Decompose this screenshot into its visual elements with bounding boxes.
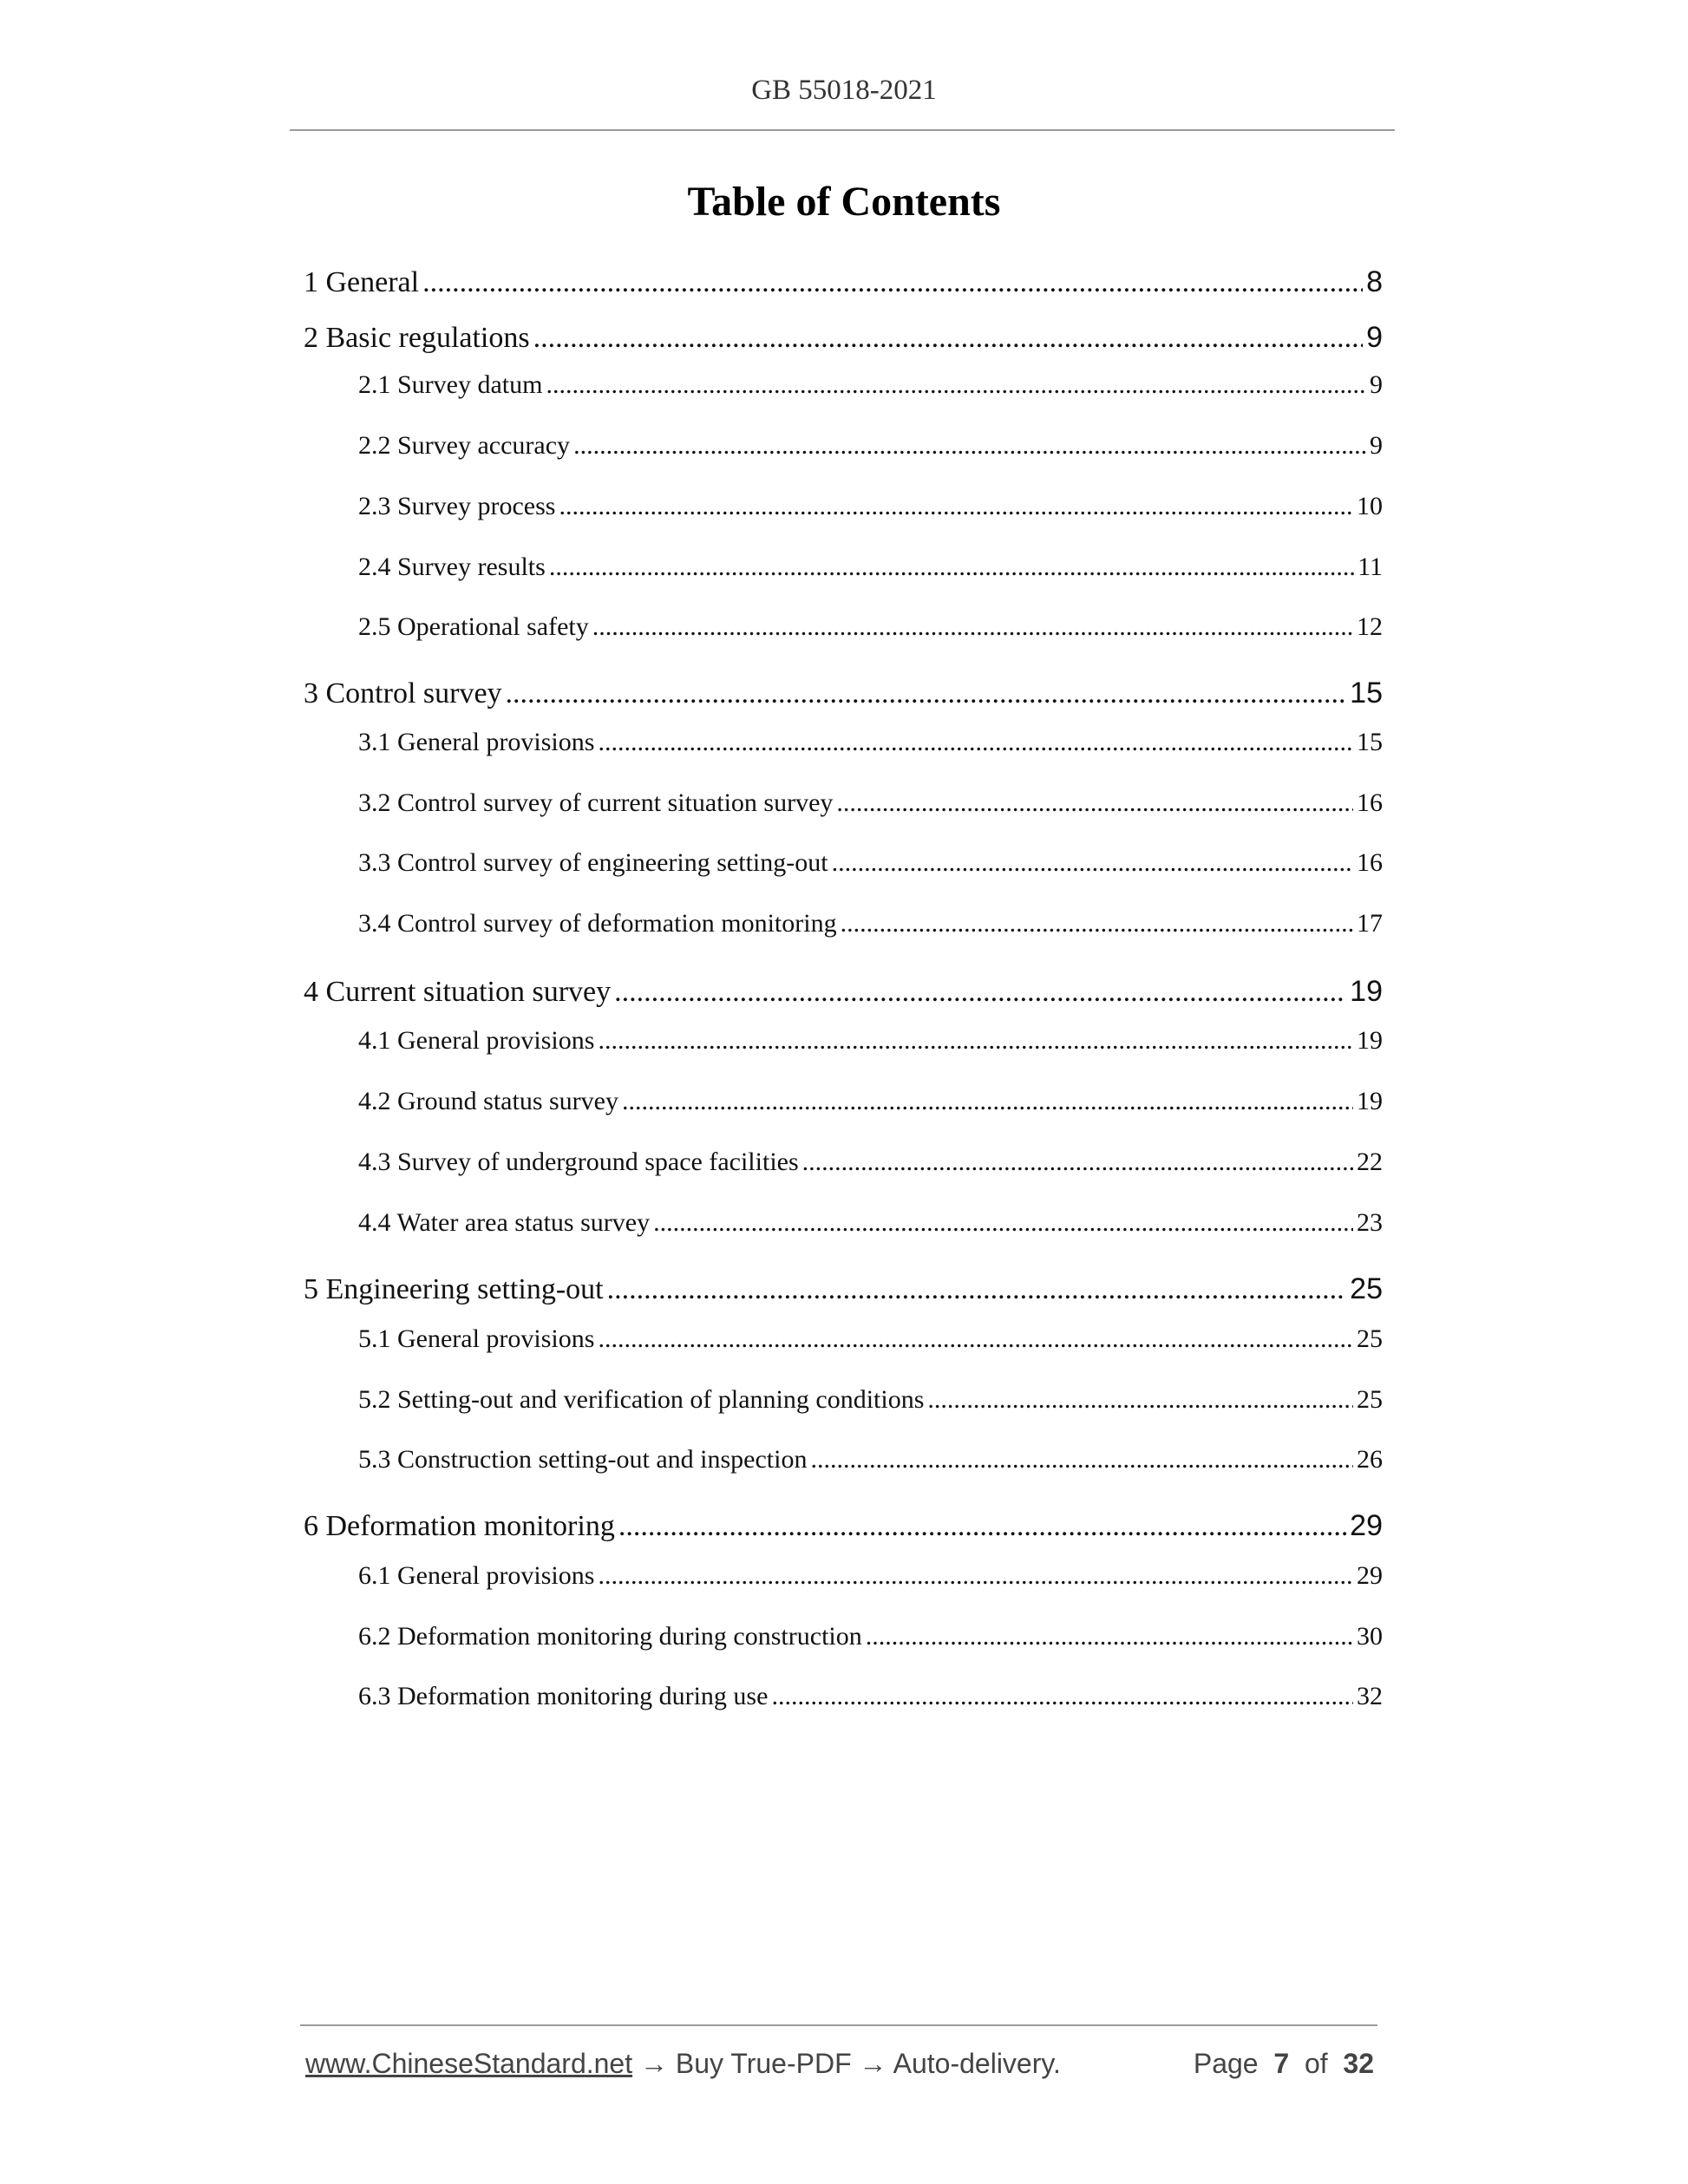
toc-chapter-entry[interactable] bbox=[304, 265, 1383, 299]
toc-dot-leader bbox=[559, 492, 1353, 521]
toc-entry-label: 2.2 Survey accuracy bbox=[358, 431, 571, 460]
toc-entry-page-number: 12 bbox=[1357, 612, 1383, 641]
toc-entry-page-number: 30 bbox=[1357, 1622, 1383, 1651]
toc-entry-page-number: 9 bbox=[1366, 321, 1383, 354]
toc-dot-leader bbox=[836, 788, 1353, 818]
toc-dot-leader bbox=[618, 1510, 1346, 1543]
toc-entry-label: 1 General bbox=[304, 266, 420, 298]
toc-dot-leader bbox=[546, 370, 1366, 400]
toc-entry-label: 3 Control survey bbox=[304, 677, 502, 709]
total-page-number: 32 bbox=[1343, 2048, 1374, 2079]
toc-entry-page-number: 10 bbox=[1357, 492, 1383, 520]
toc-entry-label: 5 Engineering setting-out bbox=[304, 1273, 604, 1305]
toc-entry-page-number: 15 bbox=[1350, 677, 1383, 709]
toc-entry-label: 3.4 Control survey of deformation monitoring bbox=[358, 909, 837, 938]
footer-promo bbox=[305, 2048, 1061, 2080]
toc-entry-label: 5.1 General provisions bbox=[358, 1324, 595, 1353]
toc-dot-leader bbox=[802, 1148, 1353, 1177]
toc-entry-label: 2.4 Survey results bbox=[358, 553, 546, 581]
toc-section-entry[interactable] bbox=[358, 788, 1383, 818]
toc-entry-label: 6 Deformation monitoring bbox=[304, 1510, 615, 1542]
toc-entry-label: 6.2 Deformation monitoring during construction bbox=[358, 1622, 862, 1651]
toc-dot-leader bbox=[592, 612, 1353, 642]
toc-section-entry[interactable] bbox=[358, 612, 1383, 642]
toc-dot-leader bbox=[622, 1087, 1353, 1116]
toc-dot-leader bbox=[598, 1026, 1353, 1056]
toc-entry-page-number: 19 bbox=[1357, 1087, 1383, 1115]
toc-entry-label: 2.1 Survey datum bbox=[358, 370, 543, 399]
toc-dot-leader bbox=[866, 1622, 1353, 1651]
toc-entry-label: 6.1 General provisions bbox=[358, 1561, 595, 1590]
toc-section-entry[interactable] bbox=[358, 1622, 1383, 1651]
toc-dot-leader bbox=[598, 1324, 1353, 1354]
toc-section-entry[interactable] bbox=[358, 431, 1383, 461]
toc-entry-page-number: 19 bbox=[1350, 975, 1383, 1008]
toc-entry-page-number: 17 bbox=[1357, 909, 1383, 938]
current-page-number: 7 bbox=[1273, 2048, 1290, 2079]
toc-dot-leader bbox=[573, 431, 1366, 461]
page-word: Page bbox=[1193, 2048, 1259, 2079]
toc-entry-label: 6.3 Deformation monitoring during use bbox=[358, 1682, 769, 1710]
toc-section-entry[interactable] bbox=[358, 1026, 1383, 1056]
toc-section-entry[interactable] bbox=[358, 1208, 1383, 1238]
toc-entry-label: 2.5 Operational safety bbox=[358, 612, 589, 641]
toc-dot-leader bbox=[598, 728, 1353, 757]
toc-section-entry[interactable] bbox=[358, 1087, 1383, 1116]
toc-entry-label: 2.3 Survey process bbox=[358, 492, 556, 520]
toc-entry-label: 3.3 Control survey of engineering setting-out bbox=[358, 848, 828, 877]
toc-entry-page-number: 9 bbox=[1370, 431, 1383, 460]
toc-dot-leader bbox=[422, 266, 1363, 299]
toc-section-entry[interactable] bbox=[358, 909, 1383, 938]
toc-section-entry[interactable] bbox=[358, 1148, 1383, 1177]
toc-entry-page-number: 8 bbox=[1366, 265, 1383, 298]
toc-section-entry[interactable] bbox=[358, 1385, 1383, 1415]
page-indicator bbox=[1194, 2048, 1374, 2080]
toc-chapter-entry[interactable] bbox=[304, 321, 1383, 355]
toc-entry-page-number: 16 bbox=[1357, 848, 1383, 877]
toc-entry-label: 5.2 Setting-out and verification of planning conditions bbox=[358, 1385, 925, 1414]
toc-dot-leader bbox=[598, 1561, 1353, 1591]
toc-entry-page-number: 15 bbox=[1357, 728, 1383, 756]
toc-dot-leader bbox=[533, 322, 1363, 355]
toc-entry-page-number: 11 bbox=[1358, 553, 1383, 581]
toc-entry-label: 3.2 Control survey of current situation survey bbox=[358, 788, 834, 817]
toc-dot-leader bbox=[653, 1208, 1353, 1238]
toc-dot-leader bbox=[832, 848, 1353, 878]
toc-entry-page-number: 25 bbox=[1357, 1324, 1383, 1353]
toc-section-entry[interactable] bbox=[358, 1445, 1383, 1475]
toc-chapter-entry[interactable] bbox=[304, 1509, 1383, 1543]
website-link[interactable]: www.ChineseStandard.net bbox=[305, 2048, 633, 2079]
toc-entry-page-number: 22 bbox=[1357, 1148, 1383, 1176]
toc-dot-leader bbox=[607, 1273, 1347, 1306]
toc-entry-page-number: 23 bbox=[1357, 1208, 1383, 1237]
toc-dot-leader bbox=[771, 1682, 1353, 1711]
toc-entry-page-number: 25 bbox=[1357, 1385, 1383, 1414]
toc-entry-label: 4.2 Ground status survey bbox=[358, 1087, 618, 1115]
toc-section-entry[interactable] bbox=[358, 1324, 1383, 1354]
toc-entry-page-number: 25 bbox=[1350, 1272, 1383, 1305]
toc-dot-leader bbox=[927, 1385, 1353, 1415]
toc-chapter-entry[interactable] bbox=[304, 1272, 1383, 1306]
of-word: of bbox=[1304, 2048, 1328, 2079]
toc-section-entry[interactable] bbox=[358, 728, 1383, 757]
toc-dot-leader bbox=[810, 1445, 1353, 1475]
toc-section-entry[interactable] bbox=[358, 848, 1383, 878]
toc-entry-label: 4.3 Survey of underground space facilities bbox=[358, 1148, 799, 1176]
toc-chapter-entry[interactable] bbox=[304, 677, 1383, 710]
toc-section-entry[interactable] bbox=[358, 553, 1383, 582]
toc-section-entry[interactable] bbox=[358, 492, 1383, 521]
document-code: GB 55018-2021 bbox=[751, 75, 937, 106]
toc-entry-page-number: 9 bbox=[1370, 370, 1383, 399]
toc-dot-leader bbox=[614, 976, 1346, 1009]
toc-title: Table of Contents bbox=[687, 179, 1001, 225]
toc-dot-leader bbox=[549, 553, 1354, 582]
toc-entry-page-number: 32 bbox=[1357, 1682, 1383, 1710]
toc-dot-leader bbox=[841, 909, 1353, 938]
toc-entry-label: 3.1 General provisions bbox=[358, 728, 595, 756]
toc-entry-label: 4.4 Water area status survey bbox=[358, 1208, 651, 1237]
toc-entry-label: 4.1 General provisions bbox=[358, 1026, 595, 1055]
toc-entry-label: 2 Basic regulations bbox=[304, 322, 530, 354]
toc-chapter-entry[interactable] bbox=[304, 975, 1383, 1009]
toc-entry-label: 5.3 Construction setting-out and inspection bbox=[358, 1445, 808, 1474]
toc-entry-label: 4 Current situation survey bbox=[304, 976, 612, 1008]
footer-divider bbox=[300, 2024, 1377, 2026]
footer-tagline: → Buy True-PDF → Auto-delivery. bbox=[632, 2048, 1061, 2079]
toc-entry-page-number: 29 bbox=[1350, 1509, 1383, 1542]
toc-entry-page-number: 26 bbox=[1357, 1445, 1383, 1474]
toc-dot-leader bbox=[506, 677, 1347, 710]
toc-section-entry[interactable] bbox=[358, 1561, 1383, 1591]
toc-section-entry[interactable] bbox=[358, 1682, 1383, 1711]
toc-entry-page-number: 16 bbox=[1357, 788, 1383, 817]
toc-section-entry[interactable] bbox=[358, 370, 1383, 400]
toc-entry-page-number: 19 bbox=[1357, 1026, 1383, 1055]
toc-entry-page-number: 29 bbox=[1357, 1561, 1383, 1590]
